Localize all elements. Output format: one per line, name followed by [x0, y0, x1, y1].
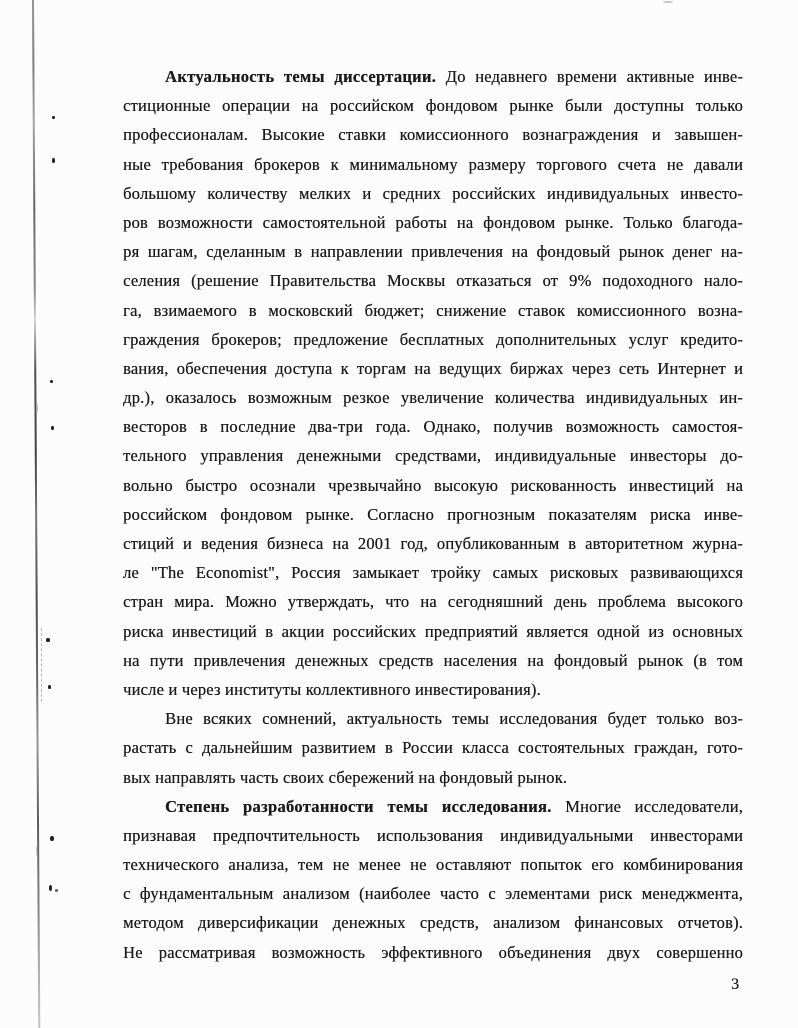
scan-speck [55, 889, 58, 892]
scan-gutter-line [32, 0, 40, 1028]
text-line: тельного управления денежными средствами, индивидуальные инвесторы до- [123, 446, 743, 466]
bold-heading-run: Актуальность темы диссертации. [165, 67, 437, 86]
bold-heading-run: Степень разработанности темы исследования. [165, 796, 552, 816]
scan-speck [50, 836, 54, 841]
text-line: Вне всяких сомнений, актуальность темы исследования будет только воз- [165, 709, 743, 729]
text-line: ные требования брокеров к минимальному размеру торгового счета не давали [123, 154, 743, 174]
text-line: большому количеству мелких и средних российских индивидуальных инвесто- [123, 183, 743, 203]
text-line: российском фондовом рынке. Согласно прогнозным показателям риска инве- [123, 504, 743, 524]
text-line: стиционные операции на российском фондовом рынке были доступны только [123, 96, 743, 116]
text-line: технического анализа, тем не менее не оставляют попыток его комбинирования [123, 855, 743, 875]
text-line: весторов в последние два-три года. Однако, получив возможность самостоя- [123, 417, 743, 437]
text-line: с фундаментальным анализом (наиболее часто с элементами риск менеджмента, [123, 884, 743, 904]
scan-speck [52, 158, 55, 163]
scan-speck [52, 116, 55, 119]
text-line: стиций и ведения бизнеса на 2001 год, опубликованным в авторитетном журна- [123, 534, 743, 553]
scan-speck [48, 685, 51, 689]
text-line: числе и через институты коллективного инвестирования). [123, 679, 541, 699]
scan-speck [37, 404, 38, 412]
scan-speck [663, 1, 673, 3]
scan-speck [46, 638, 50, 642]
text-line: растать с дальнейшим развитием в России класса состоятельных граждан, гото- [123, 738, 743, 758]
text-line: стран мира. Можно утверждать, что на сегодняшний день проблема высокого [123, 592, 743, 612]
text-line: на пути привлечения денежных средств населения на фондовый рынок (в том [123, 650, 743, 670]
text-line: Не рассматривая возможность эффективного объединения двух совершенно [123, 942, 743, 962]
scan-speck [50, 380, 53, 383]
text-line: Актуальность темы диссертации. До недавнего времени активные инве- [165, 67, 743, 86]
text-line: Степень разработанности темы исследования. Многие исследователи, [165, 796, 743, 816]
text-line: га, взимаемого в московский бюджет; снижение ставок комиссионного возна- [123, 300, 743, 320]
text-line: вольно быстро осознали чрезвычайно высокую рискованность инвестиций на [123, 475, 743, 495]
scan-speck [51, 426, 54, 430]
text-line: вания, обеспечения доступа к торгам на ведущих биржах через сеть Интернет и [123, 358, 743, 378]
scan-speck [36, 846, 37, 856]
scan-speck [49, 885, 52, 891]
margin-dashed-mark [41, 628, 42, 702]
text-line: ле "The Economist", Россия замыкает тройку самых рисковых развивающихся [123, 563, 743, 583]
text-line: др.), оказалось возможным резкое увеличение количества индивидуальных ин- [123, 388, 743, 408]
text-line: ря шагам, сделанным в направлении привлечения на фондовый рынок денег на- [123, 242, 743, 262]
text-line: методом диверсификации денежных средств, анализом финансовых отчетов). [123, 913, 743, 933]
page-number: 3 [731, 976, 739, 993]
text-line: ров возможности самостоятельной работы на фондовом рынке. Только благода- [123, 212, 743, 232]
text-line: вых направлять часть своих сбережений на фондовый рынок. [123, 767, 568, 787]
text-line: риска инвестиций в акции российских предприятий является одной из основных [123, 621, 743, 641]
text-line: признавая предпочтительность использования индивидуальными инвесторами [123, 825, 743, 845]
text-line: профессионалам. Высокие ставки комиссионного вознаграждения и завышен- [123, 125, 743, 145]
dissertation-body-text [123, 62, 743, 967]
text-line: граждения брокеров; предложение бесплатных дополнительных услуг кредито- [123, 329, 743, 349]
text-line: селения (решение Правительства Москвы отказаться от 9% подоходного нало- [123, 271, 743, 291]
